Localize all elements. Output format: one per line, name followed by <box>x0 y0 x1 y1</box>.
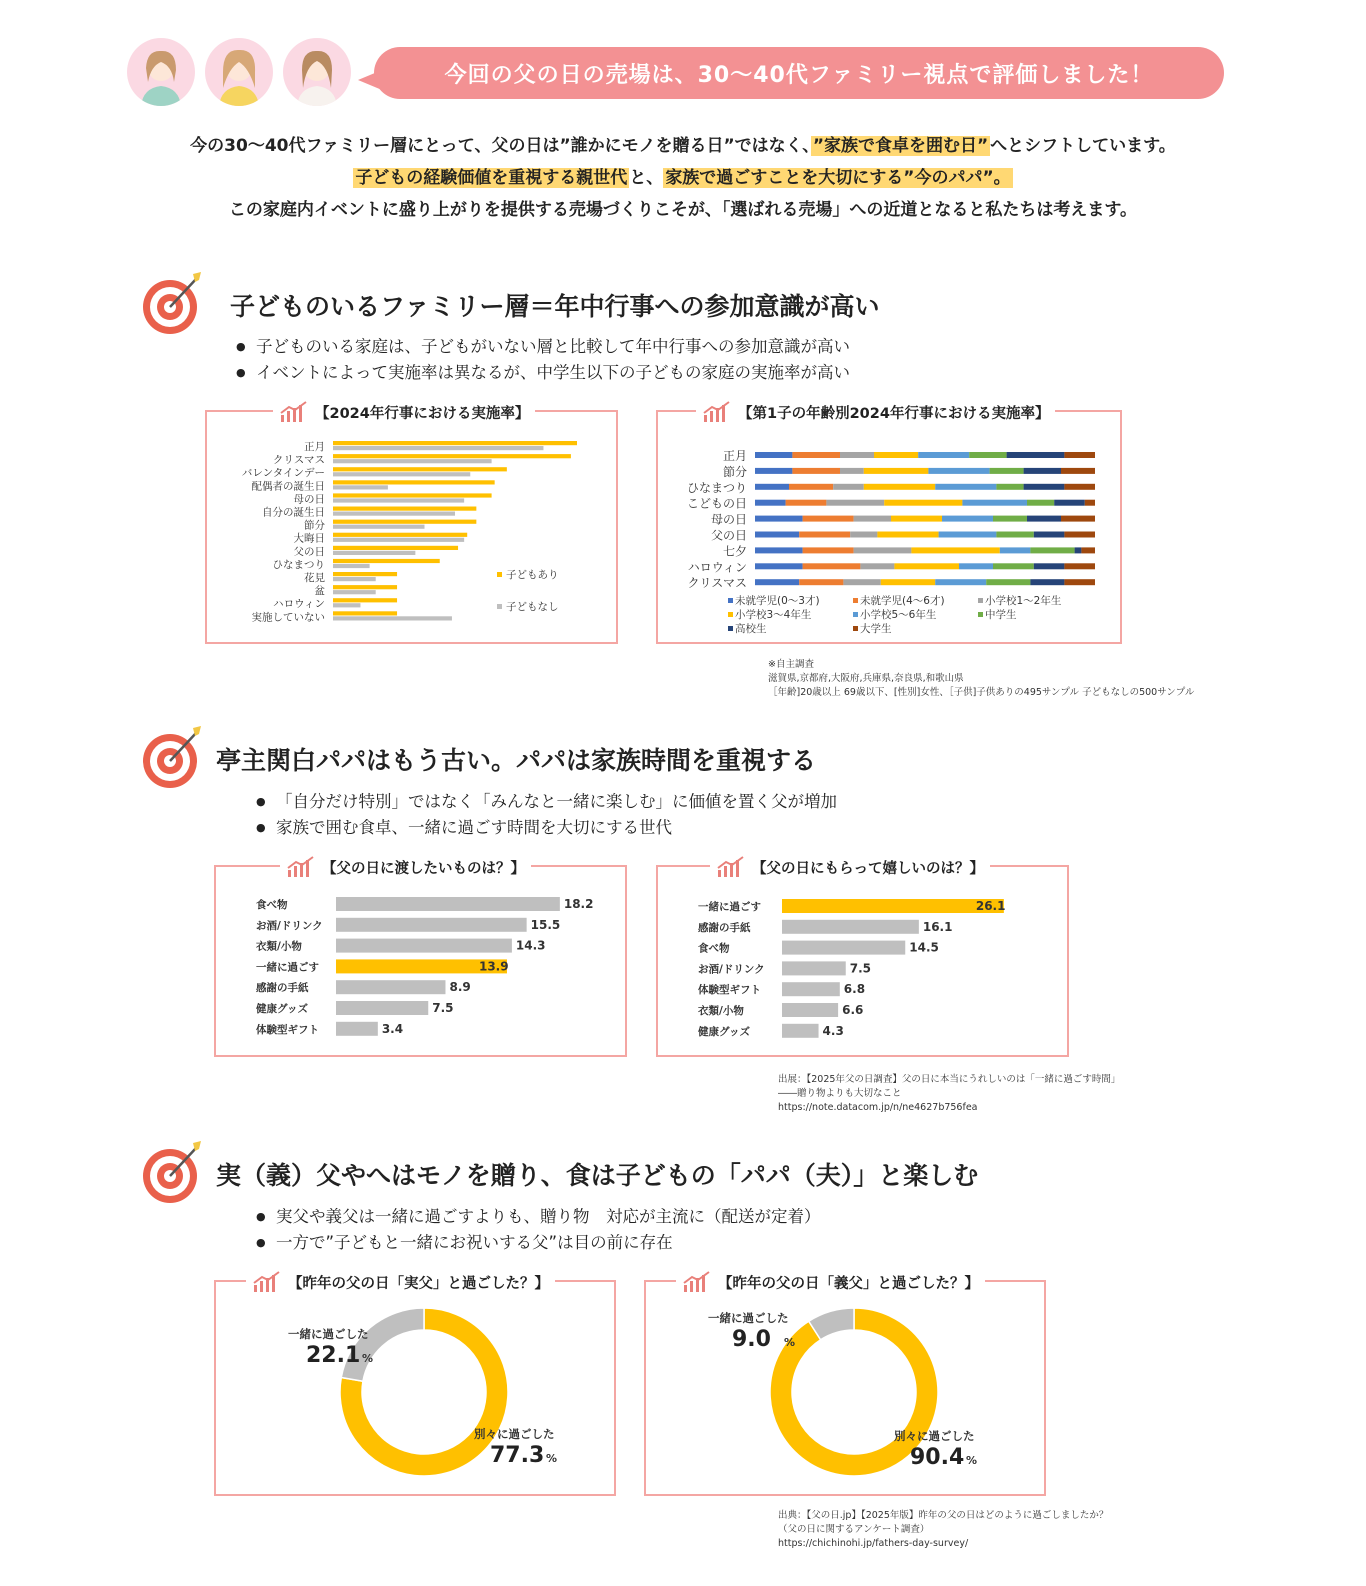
stack-segment <box>993 516 1027 522</box>
bullet: ● 実父や義父は一緒に過ごすよりも、贈り物 対応が主流に（配送が定着） <box>256 1204 821 1230</box>
category-label: ハロウィン <box>687 560 747 575</box>
stack-segment <box>755 579 799 585</box>
bar <box>333 498 464 502</box>
section3-bullets <box>256 1204 821 1256</box>
value-label: 15.5 <box>530 917 561 932</box>
stack-segment <box>854 516 891 522</box>
stack-segment <box>942 516 993 522</box>
stack-segment <box>1085 500 1095 506</box>
stack-segment <box>1064 579 1095 585</box>
bar <box>336 918 527 932</box>
bar <box>333 564 370 568</box>
bar <box>336 1022 378 1036</box>
legend-swatch <box>853 626 858 631</box>
stack-segment <box>935 484 996 490</box>
stack-segment <box>864 468 929 474</box>
bar <box>333 616 452 620</box>
bar <box>336 1001 428 1015</box>
stack-segment <box>1034 532 1065 538</box>
stack-segment <box>799 532 850 538</box>
stack-segment <box>1027 516 1061 522</box>
stack-segment <box>1027 500 1054 506</box>
chart5-box <box>214 1275 616 1496</box>
category-label: 一緒に過ごす <box>698 901 761 913</box>
legend-label: 小学校1〜2年生 <box>985 595 1062 607</box>
stack-segment <box>786 500 827 506</box>
legend-swatch <box>978 612 983 617</box>
chart4-title: 【父の日にもらって嬉しいのは？】 <box>710 855 990 879</box>
bullet: ● イベントによって実施率は異なるが、中学生以下の子どもの家庭の実施率が高い <box>236 360 850 386</box>
slice-label: 一緒に過ごした <box>288 1327 369 1341</box>
category-label: お酒/ドリンク <box>256 919 323 932</box>
bar <box>333 459 492 463</box>
chart2-box <box>656 405 1122 644</box>
stack-segment <box>1064 452 1095 458</box>
bar <box>333 512 455 516</box>
stack-segment <box>1024 468 1061 474</box>
legend-label: 子どもなし <box>506 601 559 613</box>
value-label: 4.3 <box>822 1023 844 1038</box>
bar <box>782 982 840 996</box>
category-label: クリスマス <box>687 576 747 591</box>
stack-segment <box>1030 547 1074 553</box>
stack-segment <box>860 563 894 569</box>
stack-segment <box>884 500 962 506</box>
bar <box>333 538 464 542</box>
category-label: ひなまつり <box>686 480 747 495</box>
bar <box>782 899 1004 913</box>
category-label: 母の日 <box>710 512 747 527</box>
slice-value: 9.0 <box>732 1327 771 1352</box>
chart4-svg <box>658 867 1067 1055</box>
bullet: ● 子どものいる家庭は、子どもがいない層と比較して年中行事への参加意識が高い <box>236 334 850 360</box>
target-icon <box>141 724 207 790</box>
bar <box>333 467 507 471</box>
legend-label: 未就学児(4〜6才) <box>860 595 945 607</box>
chart5-title: 【昨年の父の日「実父」と過ごした？】 <box>246 1270 555 1294</box>
stack-segment <box>843 579 880 585</box>
bullet: ● 家族で囲む食卓、一緒に過ごす時間を大切にする世代 <box>256 815 837 841</box>
category-label: 自分の誕生日 <box>262 506 325 519</box>
legend-label: 小学校3〜4年生 <box>735 609 812 621</box>
stack-segment <box>755 468 792 474</box>
stack-segment <box>792 468 840 474</box>
stack-segment <box>803 563 861 569</box>
stack-segment <box>911 547 999 553</box>
bar <box>333 598 397 602</box>
section2-bullets <box>256 789 837 841</box>
legend-swatch <box>978 598 983 603</box>
stack-segment <box>986 579 1030 585</box>
category-label: 体験型ギフト <box>256 1023 319 1036</box>
bar <box>336 939 512 953</box>
category-label: お酒/ドリンク <box>698 963 765 976</box>
slice-value: 77.3 <box>490 1443 545 1468</box>
avatar-2 <box>205 38 273 106</box>
stack-segment <box>854 547 912 553</box>
category-label: 食べ物 <box>698 942 730 955</box>
chart6-svg <box>646 1282 1044 1494</box>
legend-swatch <box>497 604 502 609</box>
bar <box>333 577 376 581</box>
legend-swatch <box>728 612 733 617</box>
slice-label: 別々に過ごした <box>894 1429 975 1443</box>
chart1-box <box>205 405 618 644</box>
value-label: 14.3 <box>515 938 546 953</box>
bar <box>333 559 440 563</box>
bar <box>782 961 846 975</box>
stack-segment <box>891 516 942 522</box>
section2-note: 出展：【2025年父の日調査】父の日に本当にうれしいのは「一緒に過ごす時間」 ――贈り物よりも大切なこと https://note.datacom.jp/n/ne4627b756fea <box>778 1074 1121 1113</box>
avatar-1 <box>127 38 195 106</box>
stack-segment <box>1007 452 1065 458</box>
slice-unit: % <box>362 1352 374 1365</box>
category-label: 食べ物 <box>256 899 288 911</box>
value-label: 18.2 <box>563 897 594 911</box>
stack-segment <box>969 452 1006 458</box>
bar <box>333 611 397 615</box>
stack-segment <box>1061 516 1095 522</box>
category-label: 健康グッズ <box>256 1003 308 1015</box>
stack-segment <box>939 532 997 538</box>
slice-label: 一緒に過ごした <box>708 1311 789 1325</box>
category-label: 節分 <box>722 464 747 479</box>
value-label: 8.9 <box>449 980 471 995</box>
avatar-3 <box>283 38 351 106</box>
category-label: 衣類/小物 <box>256 940 302 953</box>
chart6-title: 【昨年の父の日「義父」と過ごした？】 <box>676 1270 985 1294</box>
category-label: 感謝の手紙 <box>256 982 309 995</box>
legend-label: 中学生 <box>985 609 1017 621</box>
legend-label: 小学校5〜6年生 <box>860 609 937 621</box>
stack-segment <box>755 532 799 538</box>
chart3-box <box>214 860 627 1057</box>
stack-segment <box>755 452 792 458</box>
value-label: 3.4 <box>381 1021 404 1036</box>
category-label: 正月 <box>304 441 325 453</box>
stack-segment <box>826 500 884 506</box>
category-label: こどもの日 <box>686 496 747 511</box>
stack-segment <box>1075 547 1082 553</box>
section3-note: 出典：【父の日.jp】【2025年版】昨年の父の日はどのように過ごしましたか？ （父の日に関するアンケート調査） https://chichinohi.jp/fathers-day-survey/ <box>778 1510 1109 1549</box>
bar <box>333 520 476 524</box>
stack-segment <box>996 532 1033 538</box>
stack-segment <box>803 547 854 553</box>
chart4-box <box>656 860 1069 1057</box>
bar <box>333 480 495 484</box>
stack-segment <box>840 452 874 458</box>
stack-segment <box>928 468 989 474</box>
chart2-title: 【第1子の年齢別2024年行事における実施率】 <box>696 400 1055 424</box>
stack-segment <box>962 500 1027 506</box>
bar <box>782 920 919 934</box>
stack-segment <box>1064 563 1095 569</box>
category-label: 衣類/小物 <box>698 1005 744 1017</box>
stack-segment <box>755 516 803 522</box>
stack-segment <box>1024 484 1065 490</box>
stack-segment <box>990 468 1024 474</box>
value-label: 7.5 <box>432 1001 454 1015</box>
bar <box>333 441 577 445</box>
bar <box>336 897 560 911</box>
legend-label: 未就学児(0〜3才) <box>735 595 820 607</box>
legend-label: 子どもあり <box>506 569 559 581</box>
chart5-svg <box>216 1282 614 1494</box>
category-label: 一緒に過ごす <box>256 961 319 974</box>
value-label: 7.5 <box>849 961 872 976</box>
category-label: 体験型ギフト <box>698 984 761 997</box>
bar <box>333 551 415 555</box>
stack-segment <box>1034 563 1065 569</box>
bar <box>336 980 445 994</box>
chart6-box <box>644 1275 1046 1496</box>
stack-segment <box>959 563 993 569</box>
value-label: 14.5 <box>909 940 939 955</box>
chart1-svg <box>207 412 616 642</box>
legend-label: 大学生 <box>860 623 892 635</box>
target-icon <box>141 1139 207 1205</box>
chart1-title: 【2024年行事における実施率】 <box>273 400 535 424</box>
legend-swatch <box>728 598 733 603</box>
stack-segment <box>833 484 864 490</box>
value-label: 16.1 <box>922 919 953 934</box>
category-label: 感謝の手紙 <box>698 921 751 934</box>
chart2-svg <box>658 412 1120 642</box>
stack-segment <box>755 500 786 506</box>
bullet: ● 一方で”子どもと一緒にお祝いする父”は目の前に存在 <box>256 1230 821 1256</box>
slice-unit: % <box>784 1336 796 1349</box>
legend-swatch <box>497 572 502 577</box>
target-icon <box>141 270 207 336</box>
section2-title: 亭主関白パパはもう古い。パパは家族時間を重視する <box>216 746 817 775</box>
slice-value: 22.1 <box>306 1343 361 1368</box>
stack-segment <box>1061 468 1095 474</box>
stack-segment <box>1000 547 1031 553</box>
intro-text: 今の30〜40代ファミリー層にとって、父の日は”誰かにモノを贈る日”ではなく、 ”家族で食卓を囲む日” へとシフトしています。 子どもの経験価値を重視する親世代 と、 家族で過ごすことを大切にする”今のパパ”。 この家庭内イベントに盛り上がりを提供する売場づくりこそが、「選ばれる売場」への近道となると私たちは考えます。 <box>190 136 1176 220</box>
value-label: 13.9 <box>478 959 509 974</box>
stack-segment <box>1030 579 1064 585</box>
bar <box>333 585 397 589</box>
stack-segment <box>993 563 1034 569</box>
legend-swatch <box>853 612 858 617</box>
bar <box>333 603 360 607</box>
category-label: 七夕 <box>722 544 747 559</box>
stack-segment <box>850 532 877 538</box>
bar <box>333 446 543 450</box>
value-label: 6.8 <box>843 982 866 997</box>
category-label: 実施していない <box>251 611 325 624</box>
section1-bullets <box>236 334 850 386</box>
stack-segment <box>1064 484 1095 490</box>
bar <box>333 533 467 537</box>
stack-segment <box>1054 500 1085 506</box>
legend-swatch <box>728 626 733 631</box>
stack-segment <box>864 484 935 490</box>
slice-value: 90.4 <box>910 1445 965 1470</box>
stack-segment <box>789 484 833 490</box>
category-label: 配偶者の誕生日 <box>251 480 325 493</box>
slice-unit: % <box>546 1452 558 1465</box>
stack-segment <box>877 532 938 538</box>
value-label: 26.1 <box>975 899 1006 913</box>
legend-label: 高校生 <box>735 623 767 635</box>
value-label: 6.6 <box>842 1003 864 1017</box>
category-label: 盆 <box>314 585 325 598</box>
section1-note: ※自主調査 滋賀県,京都府,大阪府,兵庫県,奈良県,和歌山県 ［年齢]20歳以上 69歳以下、[性別]女性、［子供]子供ありの495サンプル 子どもなしの500サンプル <box>768 659 1195 698</box>
bar <box>782 1024 819 1038</box>
category-label: ひなまつり <box>272 558 325 571</box>
stack-segment <box>1081 547 1095 553</box>
category-label: 正月 <box>722 449 747 463</box>
category-label: バレンタインデー <box>241 467 325 480</box>
bar <box>333 590 376 594</box>
stack-segment <box>918 452 969 458</box>
bullet: ● 「自分だけ特別」ではなく「みんなと一緒に楽しむ」に価値を置く父が増加 <box>256 789 837 815</box>
bar <box>782 941 905 955</box>
stack-segment <box>755 547 803 553</box>
headline-banner: 今回の父の日の売場は、30〜40代ファミリー視点で評価しました！ <box>374 47 1224 99</box>
category-label: 父の日 <box>293 545 325 558</box>
bar <box>333 572 397 576</box>
stack-segment <box>1064 532 1095 538</box>
stack-segment <box>935 579 986 585</box>
stack-segment <box>996 484 1023 490</box>
section1-title: 子どものいるファミリー層＝年中行事への参加意識が高い <box>230 292 880 321</box>
slice-unit: % <box>966 1454 978 1467</box>
bar <box>333 493 492 497</box>
category-label: 父の日 <box>710 528 747 543</box>
category-label: 大晦日 <box>293 532 325 545</box>
bar <box>333 507 476 511</box>
bar <box>333 525 425 529</box>
bar <box>333 454 571 458</box>
bar <box>782 1003 838 1017</box>
slice-label: 別々に過ごした <box>474 1427 555 1441</box>
stack-segment <box>803 516 854 522</box>
stack-segment <box>894 563 959 569</box>
category-label: 花見 <box>304 572 325 584</box>
bar <box>333 472 470 476</box>
chart3-title: 【父の日に渡したいものは？】 <box>280 855 531 879</box>
category-label: 健康グッズ <box>698 1025 750 1038</box>
category-label: クリスマス <box>272 454 325 467</box>
stack-segment <box>874 452 918 458</box>
stack-segment <box>755 563 803 569</box>
category-label: 節分 <box>304 519 325 532</box>
stack-segment <box>755 484 789 490</box>
stack-segment <box>881 579 935 585</box>
category-label: ハロウィン <box>273 598 325 611</box>
legend-swatch <box>853 598 858 603</box>
section3-title: 実（義）父やへはモノを贈り、食は子どもの「パパ（夫）」と楽しむ <box>216 1161 979 1190</box>
stack-segment <box>792 452 840 458</box>
bar <box>333 485 388 489</box>
bar <box>333 546 458 550</box>
stack-segment <box>799 579 843 585</box>
stack-segment <box>840 468 864 474</box>
category-label: 母の日 <box>293 493 325 506</box>
chart3-svg <box>216 867 625 1055</box>
